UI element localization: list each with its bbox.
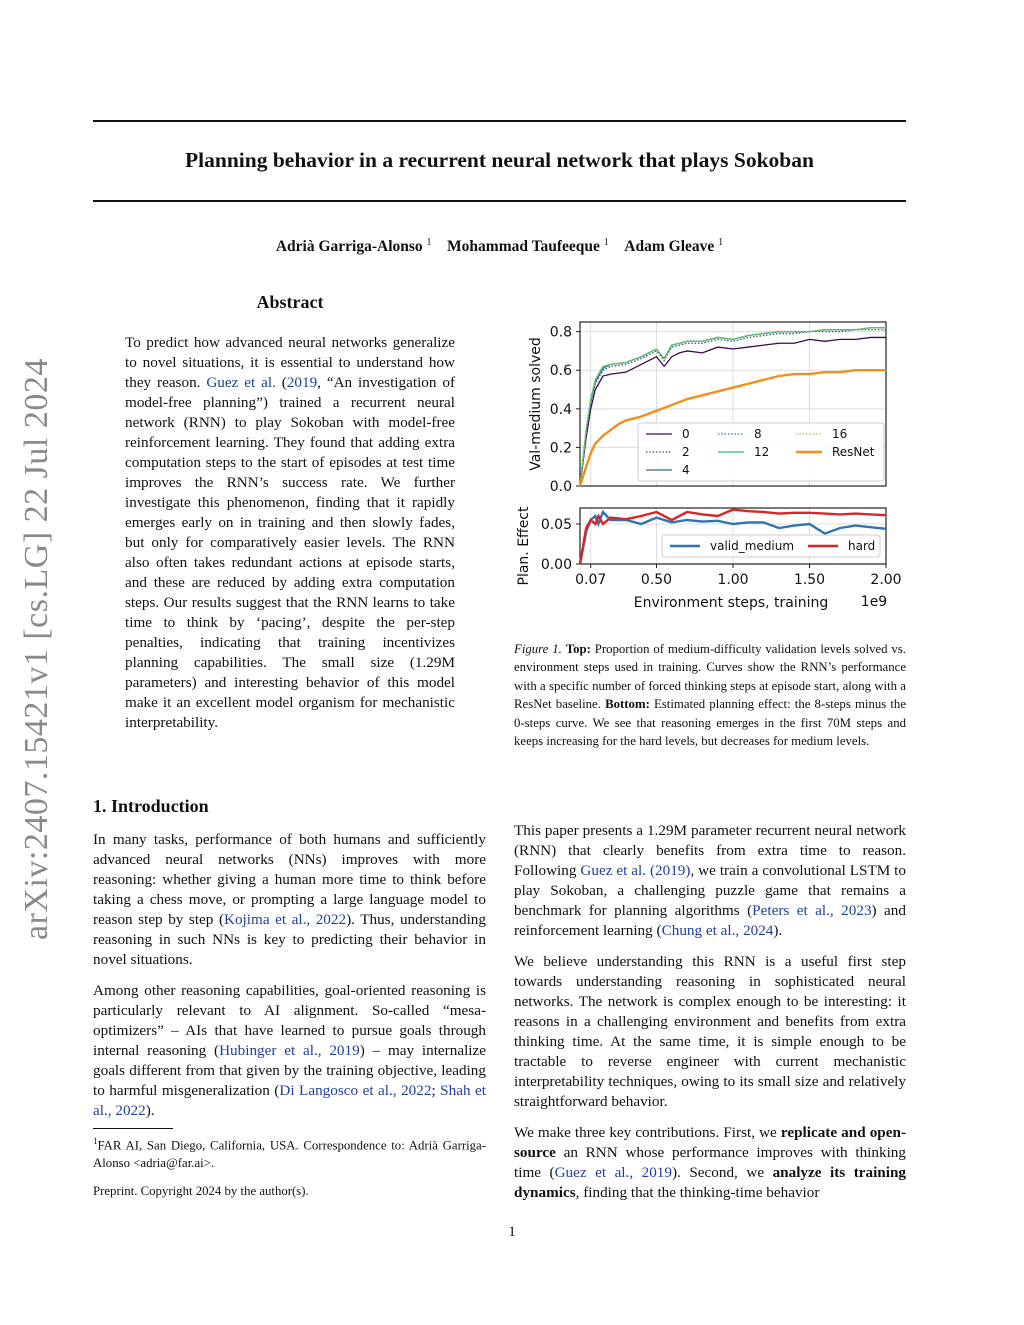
paragraph-text: ).	[773, 922, 783, 939]
legend-label: 2	[682, 445, 690, 459]
paragraph-text: ).	[145, 1102, 155, 1119]
paragraph-text: In many tasks, performance of both humans and sufficiently advanced neural networks (NNs) improves with more reasoning: whether giving a human more time to think before taking a chess move, or prompting a large language model to reason step by step (	[93, 831, 486, 928]
y-tick-label: 0.4	[549, 401, 572, 418]
x-tick-label: 1.50	[793, 572, 826, 588]
caption-label: Figure 1.	[514, 642, 562, 656]
abstract-heading: Abstract	[256, 292, 324, 312]
citation-link[interactable]: Kojima et al., 2022	[224, 911, 347, 928]
figure-caption	[514, 640, 906, 750]
abstract-body	[125, 333, 455, 733]
citation-link[interactable]: Peters et al., 2023	[752, 902, 872, 919]
legend-label: valid_medium	[710, 539, 795, 553]
author-affil: 1	[603, 237, 609, 248]
figure-1-chart	[514, 316, 906, 616]
bold-text: analyze its training dynamics	[514, 1164, 907, 1201]
x-tick-label: 2.00	[870, 572, 902, 588]
footnote	[93, 1132, 486, 1172]
preprint-notice: Preprint. Copyright 2024 by the author(s).	[93, 1184, 309, 1198]
x-tick-label: 1.00	[717, 572, 749, 588]
y-tick-label: 0.8	[549, 324, 572, 341]
paragraph-text: ) and reinforcement learning (	[514, 902, 906, 939]
legend-label: ResNet	[832, 445, 875, 459]
caption-bold: Top:	[565, 642, 591, 656]
caption-text: Estimated planning effect: the 8-steps minus the 0-steps curve. We see that reasoning emerges in the first 70M steps and keeps increasing for the hard levels, but decreases for medium levels.	[514, 697, 906, 749]
paper-title: Planning behavior in a recurrent neural network that plays Sokoban	[185, 148, 814, 172]
intro-left-col	[93, 830, 486, 1121]
abstract-text: , “An investigation of model-free planning”) trained a recurrent neural network (RNN) to play Sokoban with model-free reinforcement learning. They found that adding extra computation steps to the start of episodes at test time improves the RNN’s success rate. We further investigate this phenomenon, finding that it rapidly emerges early on in training and then slowly fades, but only for comparatively easier levels. The RNN also often takes redundant actions at episode starts, and these are reduced by adding extra computation steps. Our results suggest that the RNN learns to take time to think by ‘pacing’, despite the per-step penalties, indicating that training incentivizes planning capabilities. The small size (1.29M parameters) and interesting behavior of this model make it an excellent model organism for mechanistic interpretability.	[125, 374, 456, 731]
y-tick-label: 0.6	[549, 363, 572, 380]
bold-text: replicate and open-source	[514, 1124, 907, 1161]
paragraph-text: an RNN whose performance improves with thinking time (	[514, 1144, 906, 1181]
author-affil: 1	[718, 237, 724, 248]
paragraph: We believe understanding this RNN is a useful first step towards understanding reasoning in sophisticated neural networks. The network is complex enough to be interesting: it reasons in a challenging environment and benefits from extra thinking time. At the same time, it is simple enough to be tractable to reverse engineer with current mechanistic interpretability techniques, owing to its small size and relatively straightforward behavior.	[514, 953, 906, 1110]
x-scale-label: 1e9	[860, 594, 888, 610]
author-name: Adrià Garriga-Alonso	[275, 238, 423, 256]
chart-bottom-panel	[516, 506, 902, 611]
figure-1	[514, 316, 906, 616]
caption-bold: Bottom:	[605, 697, 650, 712]
citation-link[interactable]: Guez et al., 2019	[554, 1164, 672, 1181]
footnote-rule	[93, 1128, 173, 1129]
paragraph-text: ;	[431, 1082, 441, 1099]
abstract-text: (	[275, 374, 287, 391]
citation-link[interactable]: 2019	[286, 374, 318, 391]
y-tick-label: 0.2	[549, 440, 572, 457]
y-tick-label: 0.0	[549, 479, 572, 495]
author-name: Mohammad Taufeeque	[447, 238, 600, 256]
arxiv-stamp: arXiv:2407.15421v1 [cs.LG] 22 Jul 2024	[18, 358, 55, 940]
paragraph-text: This paper presents a 1.29M parameter recurrent neural network (RNN) that clearly benefits from extra time to reason. Following	[514, 822, 906, 879]
paragraph-text: , finding that the thinking-time behavior	[575, 1184, 820, 1201]
legend-label: 8	[754, 427, 762, 441]
citation-link[interactable]: Chung et al., 2024	[661, 922, 774, 939]
abstract-text: To predict how advanced neural networks generalize to novel situations, it is essential to understand how they reason.	[125, 334, 455, 391]
paragraph	[93, 981, 486, 1121]
paragraph-text: Among other reasoning capabilities, goal-oriented reasoning is particularly relevant to AI alignment. So-called “mesa-optimizers” – AIs that have learned to pursue goals through internal reasoning (	[93, 982, 486, 1059]
paragraph-text: We make three key contributions. First, we	[514, 1124, 781, 1141]
citation-link[interactable]: Guez et al. (2019)	[580, 862, 691, 879]
x-tick-label: 0.50	[640, 572, 673, 588]
section-heading: 1. Introduction	[93, 796, 209, 816]
footnote-text: FAR AI, San Diego, California, USA. Correspondence to: Adrià Garriga-Alonso <adria@far.ai>.	[93, 1138, 486, 1171]
y-tick-label: 0.00	[540, 557, 572, 573]
legend-label: hard	[848, 539, 876, 553]
paragraph-text: ) – may internalize goals different from that given by the training objective, leading to harmful misgeneralization (	[93, 1042, 486, 1099]
legend-label: 0	[682, 427, 690, 441]
title-rule	[93, 200, 906, 202]
citation-link[interactable]: Di Langosco et al., 2022	[279, 1082, 432, 1099]
paragraph	[514, 821, 906, 941]
legend-label: 12	[754, 445, 770, 459]
paragraph-text: ). Thus, understanding reasoning in such NNs is key to predicting their behavior in novel situations.	[93, 911, 486, 968]
author-list	[93, 237, 906, 256]
citation-link[interactable]: Guez et al.	[206, 374, 276, 391]
y-tick-label: 0.05	[540, 517, 572, 533]
legend-label: 16	[832, 427, 848, 441]
x-tick-label: 0.07	[575, 572, 607, 588]
x-axis-label: Environment steps, training	[633, 595, 829, 611]
author-name: Adam Gleave	[624, 238, 715, 256]
y-axis-label: Plan. Effect	[516, 506, 532, 586]
paragraph	[93, 830, 486, 970]
legend-label: 4	[682, 463, 690, 477]
paragraph-text: , we train a convolutional LSTM to play Sokoban, a challenging puzzle game that remains a benchmark for planning algorithms (	[514, 862, 906, 919]
top-rule	[93, 120, 906, 122]
chart-top-panel	[528, 322, 886, 495]
intro-right-col	[514, 821, 906, 1203]
paragraph	[514, 1123, 906, 1203]
y-axis-label: Val-medium solved	[528, 337, 544, 471]
author-affil: 1	[426, 237, 432, 248]
footnote-mark: 1	[93, 1136, 98, 1146]
paragraph-text: ). Second, we	[672, 1164, 773, 1181]
citation-link[interactable]: Hubinger et al., 2019	[219, 1042, 360, 1059]
citation-link[interactable]: Shah et al., 2022	[93, 1082, 486, 1119]
caption-text: Proportion of medium-difficulty validation levels solved vs. environment steps used in training. Curves show the RNN’s performance with a specific number of forced thinking steps at episode start, along with a ResNet baseline.	[514, 642, 906, 712]
page-number: 1	[508, 1224, 516, 1240]
